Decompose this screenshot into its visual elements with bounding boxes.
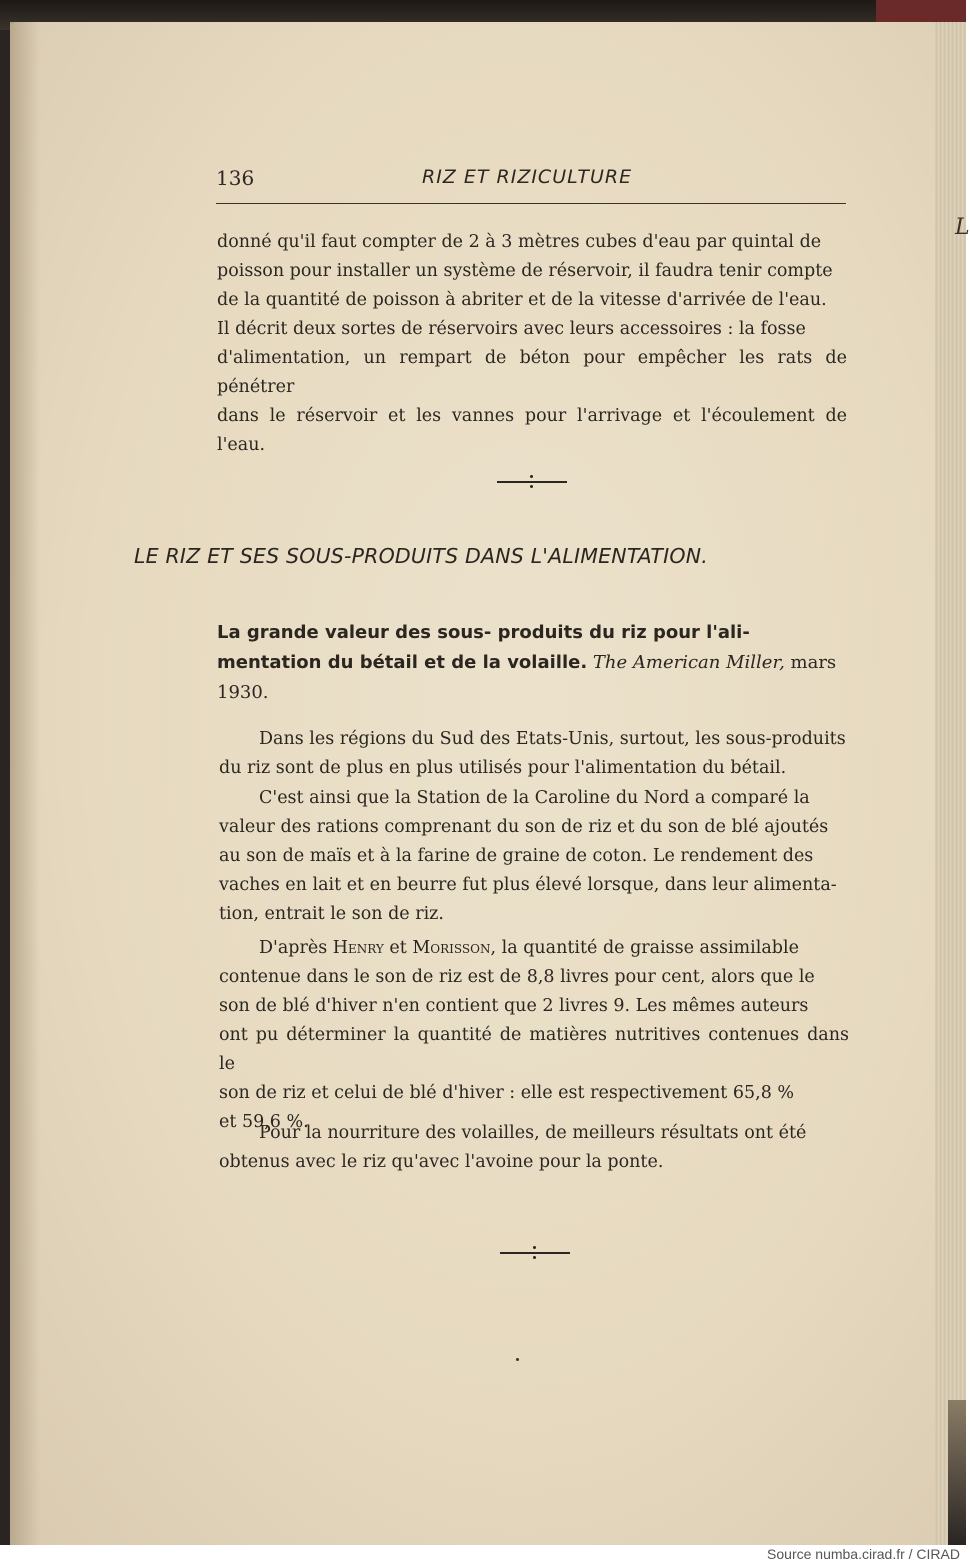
text-line: de la quantité de poisson à abriter et de la vitesse d'arrivée de l'eau. — [217, 290, 827, 310]
text-line: valeur des rations comprenant du son de riz et du son de blé ajoutés — [219, 817, 829, 837]
page-header — [216, 166, 846, 194]
page-corner-shadow — [948, 1400, 966, 1545]
page-number: 136 — [216, 166, 255, 190]
text-line: contenue dans le son de riz est de 8,8 livres pour cent, alors que le — [219, 967, 815, 987]
page-gutter-shadow — [10, 22, 40, 1545]
text-line: du riz sont de plus en plus utilisés pour l'alimentation du bétail. — [219, 758, 787, 778]
section-separator — [497, 475, 567, 489]
text-line: ont pu déterminer la quantité de matières nutritives contenues dans le — [219, 1025, 849, 1074]
article-paragraph-2 — [219, 784, 849, 929]
text-line: poisson pour installer un système de réservoir, il faudra tenir compte — [217, 261, 833, 281]
source-credit: Source numba.cirad.fr / CIRAD — [767, 1546, 960, 1562]
text-line: Il décrit deux sortes de réservoirs avec leurs accessoires : la fosse — [217, 319, 806, 339]
text-line: son de riz et celui de blé d'hiver : elle est respectivement 65,8 % — [219, 1083, 795, 1103]
article-source: The American Miller, — [592, 652, 785, 673]
text-line: dans le réservoir et les vannes pour l'arrivage et l'écoulement de l'eau. — [217, 406, 847, 455]
next-page-letter: L — [955, 215, 970, 240]
text-line: et 59,6 %. — [219, 1112, 309, 1132]
header-rule — [216, 203, 846, 204]
text-line: tion, entrait le son de riz. — [219, 904, 444, 924]
text-line: Pour la nourriture des volailles, de meilleurs résultats ont été — [259, 1123, 807, 1143]
section-separator — [500, 1246, 570, 1260]
page-stack-edge — [935, 22, 966, 1545]
article-paragraph-3 — [219, 934, 849, 1137]
text-line: D'après Henry et Morisson, la quantité de graisse assimilable — [259, 938, 799, 958]
text-line: d'alimentation, un rempart de béton pour empêcher les rats de pénétrer — [217, 348, 847, 397]
text-line: obtenus avec le riz qu'avec l'avoine pour la ponte. — [219, 1152, 664, 1172]
paper-speck — [516, 1358, 519, 1361]
text-line: vaches en lait et en beurre fut plus élevé lorsque, dans leur alimenta- — [219, 875, 837, 895]
article-paragraph-4 — [219, 1119, 849, 1177]
text-line: son de blé d'hiver n'en contient que 2 livres 9. Les mêmes auteurs — [219, 996, 809, 1016]
intro-paragraph — [217, 228, 847, 460]
text-line: au son de maïs et à la farine de graine de coton. Le rendement des — [219, 846, 814, 866]
text-line: Dans les régions du Sud des Etats-Unis, surtout, les sous-produits — [259, 729, 846, 749]
text-line: donné qu'il faut compter de 2 à 3 mètres cubes d'eau par quintal de — [217, 232, 822, 252]
article-date: mars 1930. — [217, 652, 837, 703]
text-line: C'est ainsi que la Station de la Caroline du Nord a comparé la — [259, 788, 810, 808]
article-paragraph-1 — [219, 725, 849, 783]
section-title: LE RIZ ET SES SOUS-PRODUITS DANS L'ALIMENTATION. — [134, 544, 708, 568]
article-heading — [217, 618, 847, 708]
running-title: RIZ ET RIZICULTURE — [422, 166, 633, 188]
article-title: La grande valeur des sous- produits du riz pour l'ali- mentation du bétail et de la volaille. — [217, 622, 750, 673]
